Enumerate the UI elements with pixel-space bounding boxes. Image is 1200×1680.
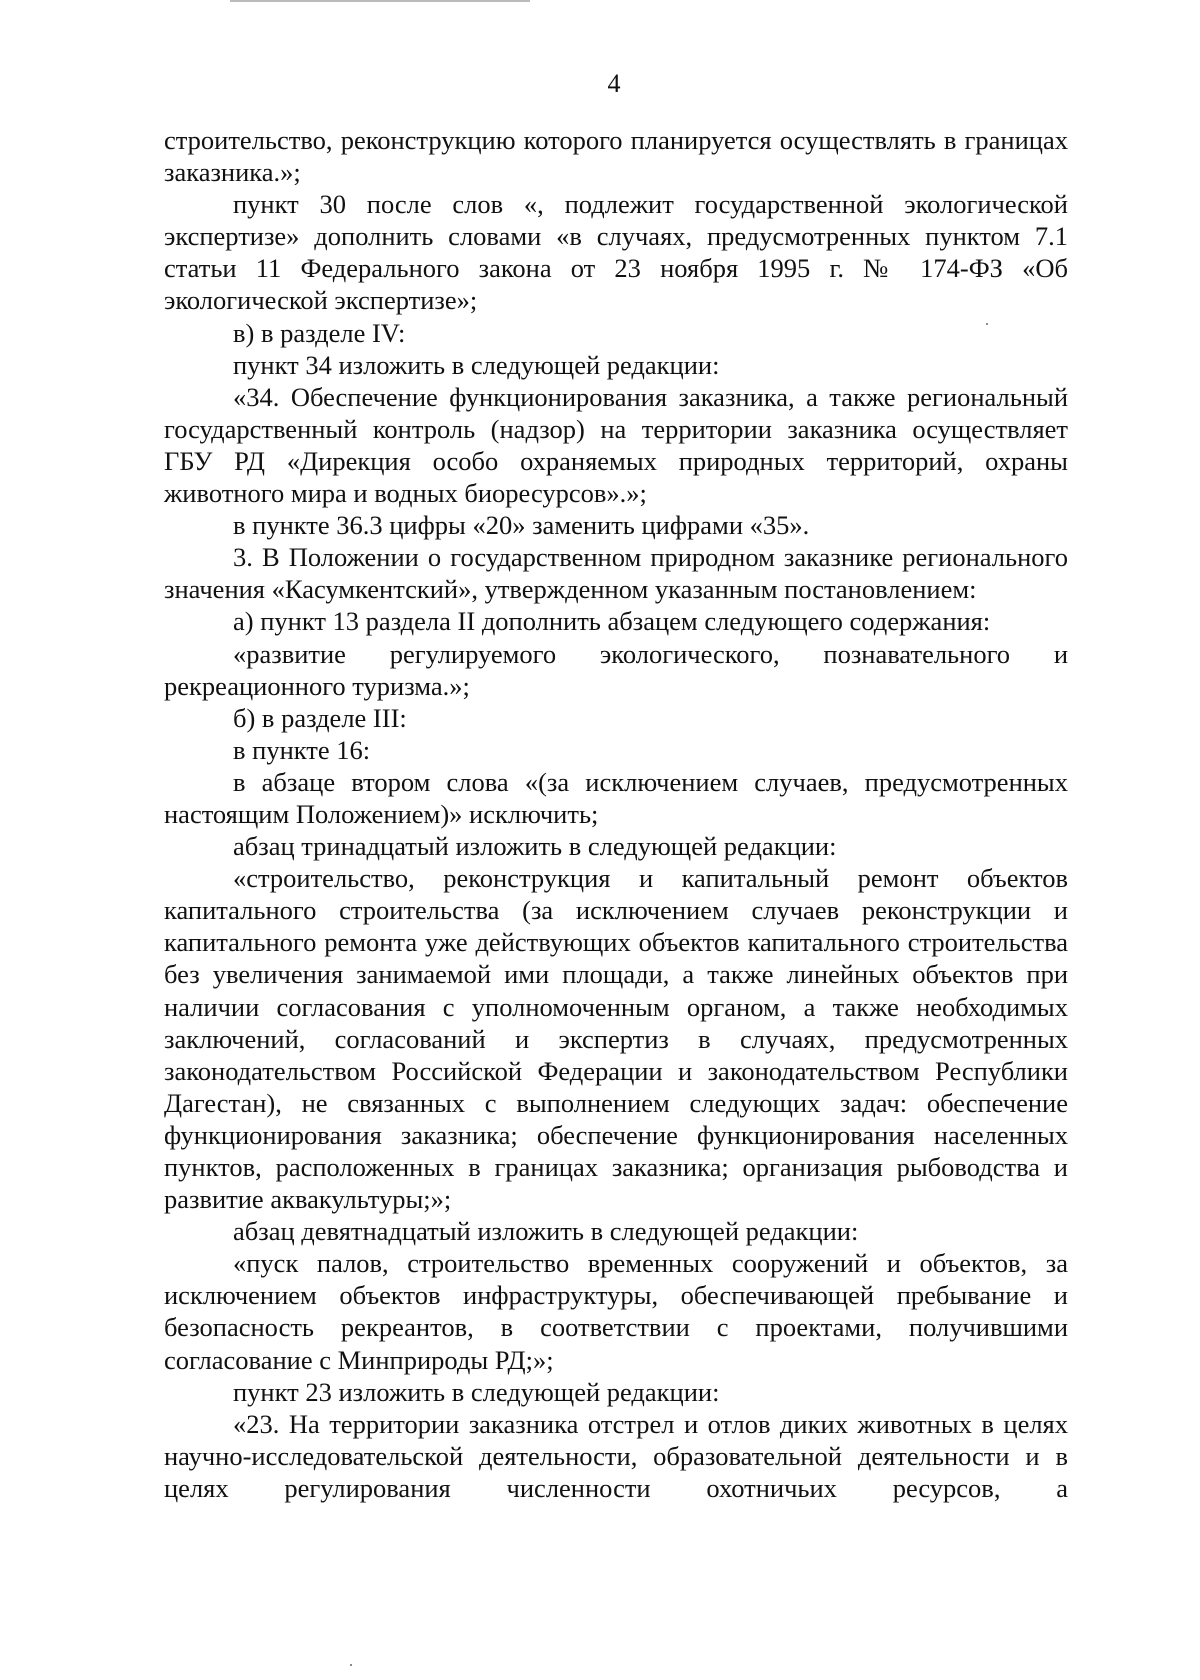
paragraph-section-iv: в) в разделе IV:: [233, 317, 406, 348]
document-body: [164, 124, 1068, 1504]
paragraph-item-30: пункт 30 после слов «, подлежит государственной экологической экспертизе» дополнить словами «в случаях, предусмотренных пунктом 7.1 статьи 11 Федерального закона от 23 ноября 1995 г. № 174-ФЗ «Об экологической экспертизе»;: [164, 189, 1068, 316]
paragraph-item-23-intro: пункт 23 изложить в следующей редакции:: [233, 1376, 720, 1407]
paragraph-item-34-intro: пункт 34 изложить в следующей редакции:: [233, 349, 720, 380]
scan-speck: [350, 1664, 352, 1666]
paragraph-clause-3: 3. В Положении о государственном природном заказнике регионального значения «Касумкентский», утвержденном указанным постановлением:: [164, 542, 1068, 605]
page-number: 4: [607, 69, 621, 98]
paragraph-item-16: в пункте 16:: [233, 734, 371, 765]
scan-edge-line: [230, 0, 530, 2]
paragraph-tourism: «развитие регулируемого экологического, познавательного и рекреационного туризма.»;: [164, 638, 1068, 701]
paragraph-construction: «строительство, реконструкция и капитальный ремонт объектов капитального строительства (за исключением случаев реконструкции и капитального ремонта уже действующих объектов капитального строительства без увеличения занимаемой ими площади, а также линейных объектов при наличии согласования с уполномоченным органом, а также необходимых заключений, согласований и экспертиз в случаях, предусмотренных законодательством Российской Федерации и законодательством Республики Дагестан), не связанных с выполнением следующих задач: обеспечение функционирования заказника; обеспечение функционирования населенных пунктов, расположенных в границах заказника; организация рыбоводства и развитие аквакультуры;»;: [164, 863, 1068, 1215]
paragraph-item-36-3: в пункте 36.3 цифры «20» заменить цифрами «35».: [233, 510, 810, 541]
paragraph-nineteenth-intro: абзац девятнадцатый изложить в следующей редакции:: [233, 1216, 859, 1247]
paragraph-section-iii: б) в разделе III:: [233, 702, 407, 733]
scan-speck: [986, 323, 988, 325]
paragraph-item-13: а) пункт 13 раздела II дополнить абзацем следующего содержания:: [233, 606, 991, 637]
paragraph-second-abzac: в абзаце втором слова «(за исключением случаев, предусмотренных настоящим Положением)» исключить;: [164, 766, 1068, 829]
paragraph-thirteenth-intro: абзац тринадцатый изложить в следующей редакции:: [233, 831, 837, 862]
paragraph-continuation: строительство, реконструкцию которого планируется осуществлять в границах заказника.»;: [164, 125, 1068, 188]
paragraph-item-23-text: «23. На территории заказника отстрел и отлов диких животных в целях научно-исследовательской деятельности, образовательной деятельности и в целях регулирования численности охотничьих ресурсов, а: [164, 1408, 1068, 1503]
paragraph-item-34-text: «34. Обеспечение функционирования заказника, а также региональный государственный контроль (надзор) на территории заказника осуществляет ГБУ РД «Дирекция особо охраняемых природных территорий, охраны животного мира и водных биоресурсов».»;: [164, 381, 1068, 509]
paragraph-fires: «пуск палов, строительство временных сооружений и объектов, за исключением объектов инфраструктуры, обеспечивающей пребывание и безопасность рекреантов, в соответствии с проектами, получившими согласование с Минприроды РД;»;: [164, 1248, 1068, 1375]
